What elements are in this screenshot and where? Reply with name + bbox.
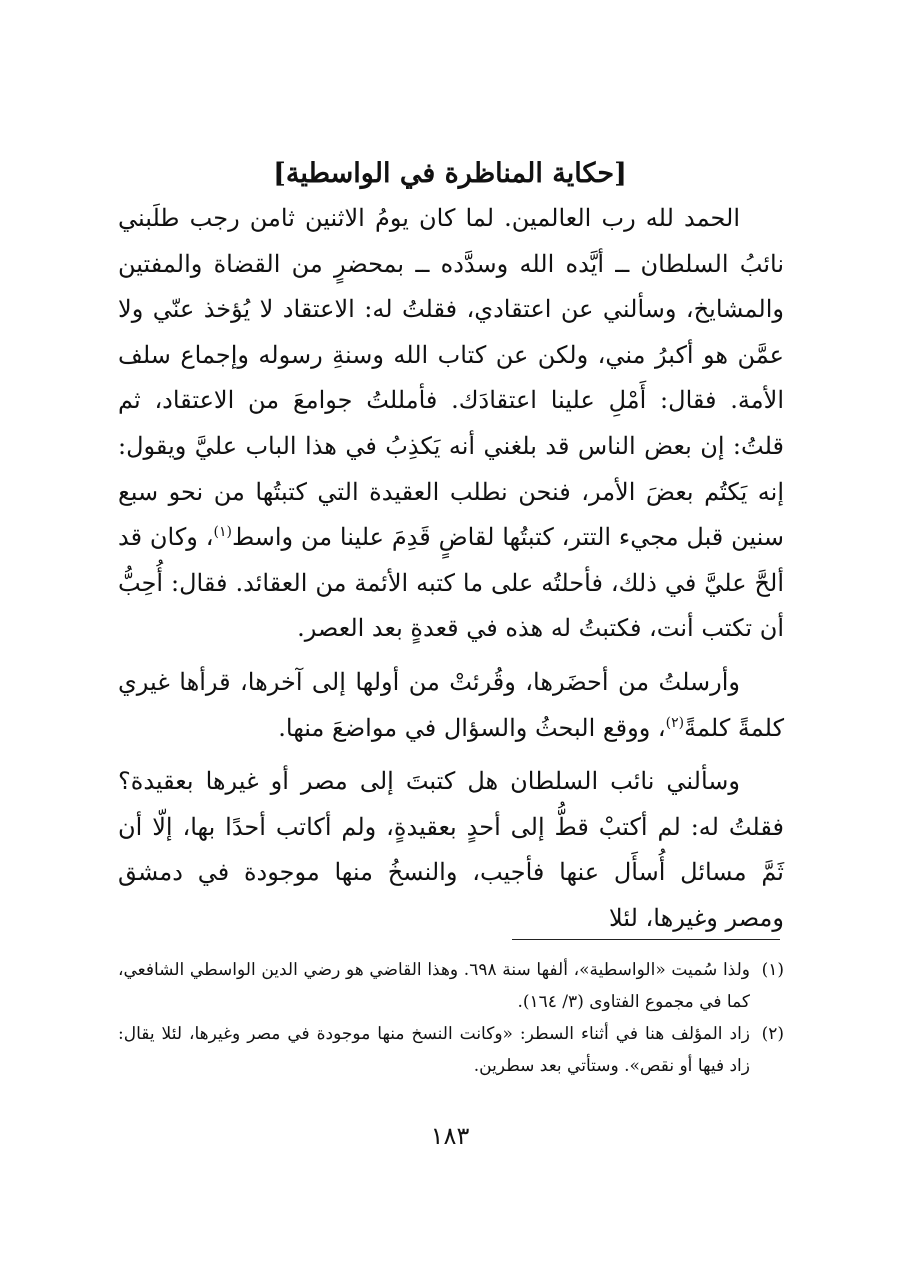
paragraph-2-text-a: وأرسلتُ من أحضَرها، وقُرئتْ من أولها إلى آخرها، قرأها غيري كلمةً كلمةً xyxy=(118,667,784,742)
footnote-2-text: زاد المؤلف هنا في أثناء السطر: «وكانت النسخ منها موجودة في مصر وغيرها، لئلا يقال: زاد فيها أو نقص». وستأتي بعد سطرين. xyxy=(118,1024,750,1076)
footnote-2 xyxy=(118,1018,784,1082)
paragraph-3-text: وسألني نائب السلطان هل كتبتَ إلى مصر أو غيرها بعقيدة؟ فقلتُ له: لم أكتبْ قطُّ إلى أحدٍ بعقيدةٍ، ولم أكاتب أحدًا بها، إلّا أن ثَمَّ مسائل أُسأَل عنها فأجيب، والنسخُ منها موجودة في دمشق ومصر وغيرها، لئلا xyxy=(118,767,784,932)
footnote-2-number: (٢) xyxy=(761,1024,784,1044)
paragraph-1-text-b: ، وكان قد ألحَّ عليَّ في ذلك، فأحلتُه على ما كتبه الأئمة من العقائد. فقال: أُحِبُّ أن تكتب أنت، فكتبتُ له هذه في قعدةٍ بعد العصر. xyxy=(118,523,784,643)
footnotes xyxy=(118,954,784,1082)
footnote-1-number: (١) xyxy=(761,960,784,980)
paragraph-1 xyxy=(118,196,784,652)
footnote-ref-2: (٢) xyxy=(665,714,685,731)
paragraph-3 xyxy=(118,759,784,941)
main-text xyxy=(118,196,784,942)
paragraph-2-text-b: ، ووقع البحثُ والسؤال في مواضعَ منها. xyxy=(278,713,666,742)
footnote-divider xyxy=(512,939,780,940)
page-number: ١٨٣ xyxy=(430,1122,470,1150)
footnote-1-text: ولذا سُميت «الواسطية»، ألفها سنة ٦٩٨. وهذا القاضي هو رضي الدين الواسطي الشافعي، كما في مجموع الفتاوى (٣/ ١٦٤). xyxy=(118,960,750,1012)
section-heading: [حكاية المناظرة في الواسطية] xyxy=(273,158,627,190)
footnote-1 xyxy=(118,954,784,1018)
footnote-ref-1: (١) xyxy=(213,524,232,541)
paragraph-2 xyxy=(118,660,784,751)
paragraph-1-text-a: الحمد لله رب العالمين. لما كان يومُ الاثنين ثامن رجب طلَبني نائبُ السلطان ــ أيَّده الله وسدَّده ــ بمحضرٍ من القضاة والمفتين والمشايخ، وسألني عن اعتقادي، فقلتُ له: الاعتقاد لا يُؤخذ عنّي ولا عمَّن هو أكبرُ مني، ولكن عن كتاب الله وسنةِ رسوله وإجماع سلف الأمة. فقال: أَمْلِ علينا اعتقادَك. فأمللتُ جوامعَ من الاعتقاد، ثم قلتُ: إن بعض الناس قد بلغني أنه يَكذِبُ في هذا الباب عليَّ ويقول: إنه يَكتُم بعضَ الأمر، فنحن نطلب العقيدة التي كتبتُها من نحو سبع سنين قبل مجيء التتر، كتبتُها لقاضٍ قَدِمَ علينا من واسط xyxy=(118,204,784,552)
